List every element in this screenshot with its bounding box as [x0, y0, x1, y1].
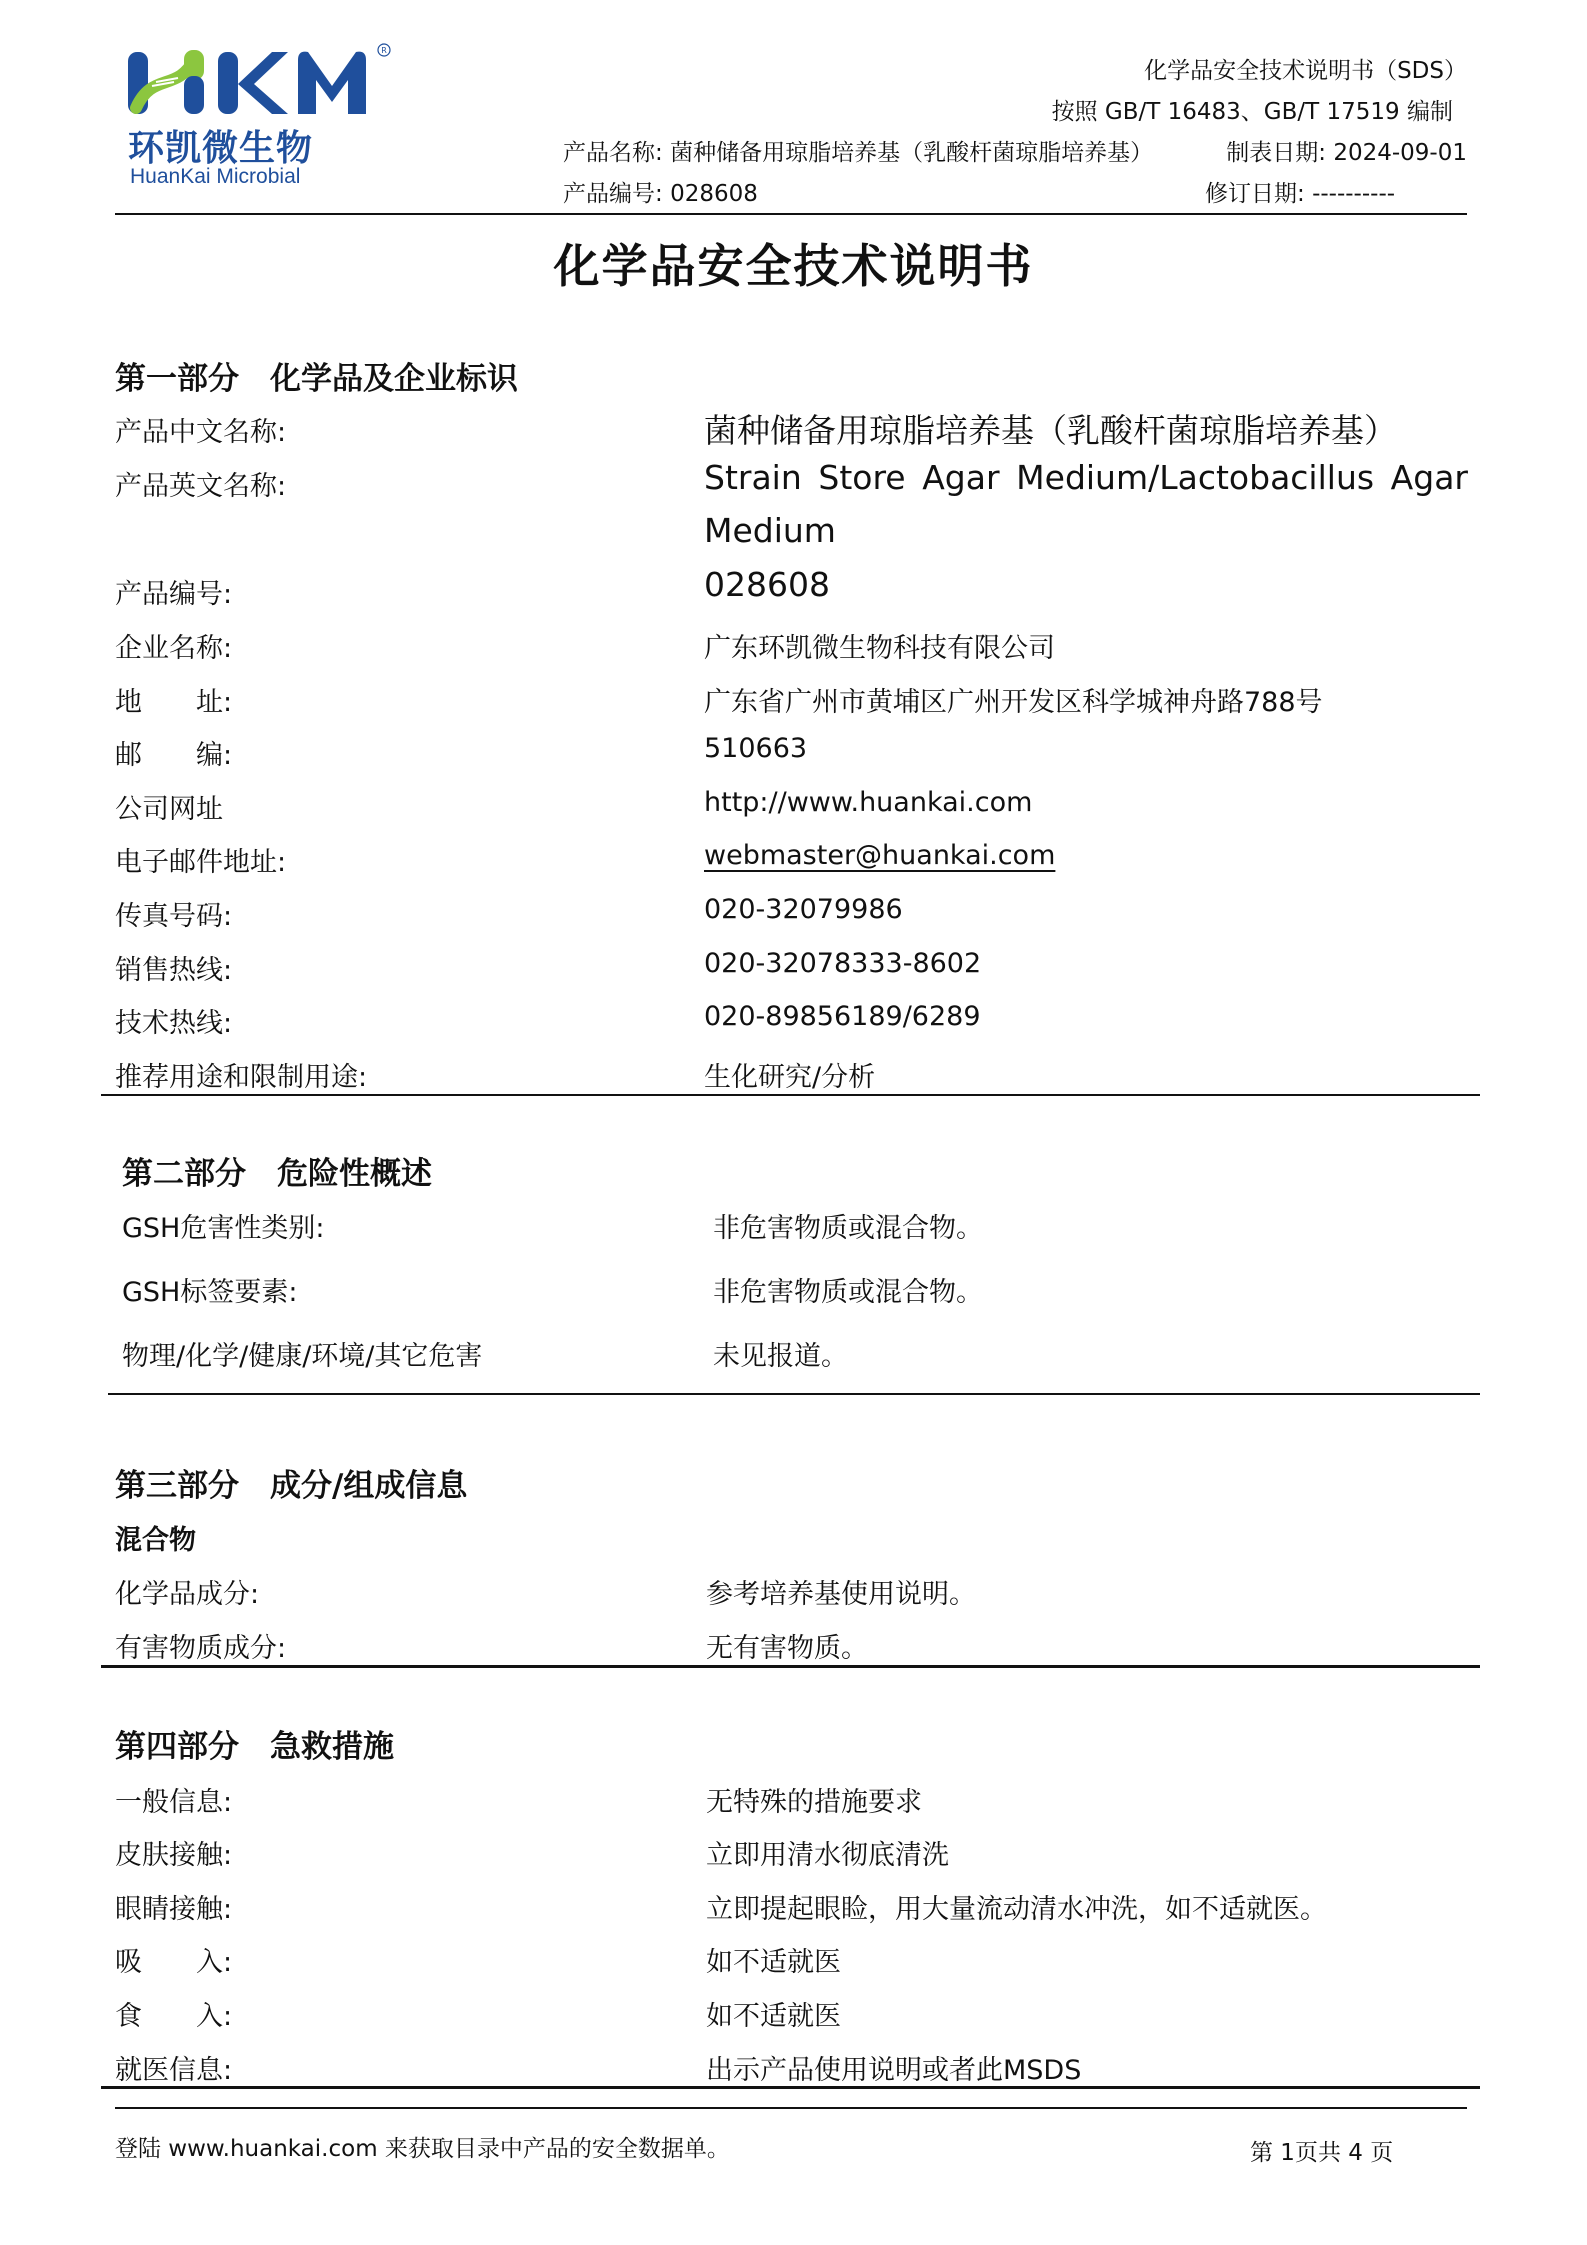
- s4-label-general: 一般信息:: [115, 1787, 233, 1818]
- section4-divider: [101, 2086, 1480, 2089]
- header-made-date: [1226, 134, 1467, 167]
- product-name-label: 产品名称:: [563, 140, 663, 166]
- section4-heading: 第四部分 急救措施: [115, 1729, 394, 1765]
- s1-label-sales-hotline: 销售热线:: [115, 955, 233, 986]
- s1-label-usage: 推荐用途和限制用途:: [115, 1062, 368, 1093]
- logo-name-cn: 环凯微生物: [128, 128, 314, 169]
- header-revision-date: [1205, 175, 1395, 208]
- s3-value-hazardous-components: 无有害物质。: [706, 1633, 868, 1664]
- s1-label-en-name: 产品英文名称:: [115, 471, 287, 502]
- doc-type-label: 化学品安全技术说明书（SDS）: [1144, 58, 1467, 84]
- s3-label-chem-components: 化学品成分:: [115, 1579, 260, 1610]
- s4-label-eye: 眼睛接触:: [115, 1894, 233, 1925]
- product-name-value: 菌种储备用琼脂培养基（乳酸杆菌琼脂培养基）: [670, 140, 1154, 166]
- revision-date-value: ----------: [1312, 181, 1396, 207]
- s1-label-website: 公司网址: [115, 794, 223, 825]
- s4-value-ingestion: 如不适就医: [706, 2001, 841, 2032]
- header-divider: [115, 213, 1467, 215]
- s1-value-sales-hotline: 020-32078333-8602: [704, 948, 982, 979]
- s2-label-gsh-label: GSH标签要素:: [122, 1277, 298, 1308]
- footer-note: 登陆 www.huankai.com 来获取目录中产品的安全数据单。: [115, 2136, 730, 2162]
- s1-label-address: 地 址:: [115, 687, 233, 718]
- made-date-value: 2024-09-01: [1333, 140, 1467, 166]
- s1-label-company: 企业名称:: [115, 633, 233, 664]
- s1-value-fax: 020-32079986: [704, 894, 903, 925]
- s4-value-inhalation: 如不适就医: [706, 1947, 841, 1978]
- company-logo: [122, 42, 402, 192]
- s3-label-hazardous-components: 有害物质成分:: [115, 1633, 287, 1664]
- s4-value-eye: 立即提起眼睑，用大量流动清水冲洗，如不适就医。: [706, 1894, 1327, 1925]
- s3-value-chem-components: 参考培养基使用说明。: [706, 1579, 976, 1610]
- svg-text:R: R: [381, 46, 387, 55]
- s2-value-other-hazards: 未见报道。: [713, 1341, 848, 1372]
- s1-label-postcode: 邮 编:: [115, 740, 233, 771]
- section2-heading: 第二部分 危险性概述: [122, 1156, 432, 1192]
- section3-divider: [101, 1665, 1480, 1668]
- header-product-name: [563, 134, 1153, 167]
- s4-label-skin: 皮肤接触:: [115, 1840, 233, 1871]
- standard-label: 按照 GB/T 16483、GB/T 17519 编制: [1051, 99, 1453, 125]
- header-product-code: [563, 175, 758, 208]
- s4-label-inhalation: 吸 入:: [115, 1947, 233, 1978]
- s2-label-gsh-category: GSH危害性类别:: [122, 1213, 325, 1244]
- s1-value-address: 广东省广州市黄埔区广州开发区科学城神舟路788号: [704, 687, 1323, 718]
- made-date-label: 制表日期:: [1226, 140, 1327, 166]
- s1-value-cn-name: 菌种储备用琼脂培养基（乳酸杆菌琼脂培养基）: [704, 411, 1397, 450]
- s1-value-en-name-line2: Medium: [704, 511, 836, 550]
- section3-heading: 第三部分 成分/组成信息: [115, 1468, 468, 1504]
- s1-value-usage: 生化研究/分析: [704, 1062, 876, 1093]
- footer-divider: [115, 2107, 1467, 2109]
- s4-value-medical: 出示产品使用说明或者此MSDS: [706, 2055, 1082, 2086]
- s1-value-en-name-line1: Strain Store Agar Medium/Lactobacillus Agar: [704, 458, 1468, 497]
- revision-date-label: 修订日期:: [1205, 181, 1305, 207]
- section3-subheading: 混合物: [115, 1525, 196, 1556]
- page-title: 化学品安全技术说明书: [553, 239, 1034, 293]
- product-code-value: 028608: [670, 181, 758, 207]
- hkm-logo-mark-icon: [122, 42, 402, 122]
- s1-label-email: 电子邮件地址:: [115, 847, 287, 878]
- s1-value-product-code: 028608: [704, 565, 830, 604]
- s4-value-general: 无特殊的措施要求: [706, 1787, 922, 1818]
- s2-value-gsh-category: 非危害物质或混合物。: [713, 1213, 983, 1244]
- product-code-label: 产品编号:: [563, 181, 663, 207]
- s1-value-company: 广东环凯微生物科技有限公司: [704, 633, 1055, 664]
- s4-value-skin: 立即用清水彻底清洗: [706, 1840, 949, 1871]
- s4-label-ingestion: 食 入:: [115, 2001, 233, 2032]
- s1-label-tech-hotline: 技术热线:: [115, 1008, 233, 1039]
- section2-divider: [108, 1393, 1480, 1395]
- s1-label-cn-name: 产品中文名称:: [115, 417, 287, 448]
- s2-label-other-hazards: 物理/化学/健康/环境/其它危害: [122, 1341, 483, 1372]
- section1-heading: 第一部分 化学品及企业标识: [115, 361, 518, 397]
- page-number: 第 1页共 4 页: [1250, 2140, 1394, 2166]
- s2-value-gsh-label: 非危害物质或混合物。: [713, 1277, 983, 1308]
- s1-label-product-code: 产品编号:: [115, 579, 233, 610]
- section1-divider: [101, 1094, 1480, 1096]
- s4-label-medical: 就医信息:: [115, 2055, 233, 2086]
- logo-name-en: HuanKai Microbial: [130, 165, 301, 188]
- s1-value-email-link[interactable]: webmaster@huankai.com: [704, 840, 1056, 871]
- s1-label-fax: 传真号码:: [115, 901, 233, 932]
- s1-value-website[interactable]: http://www.huankai.com: [704, 787, 1033, 818]
- s1-value-postcode: 510663: [704, 733, 808, 764]
- s1-value-tech-hotline: 020-89856189/6289: [704, 1001, 981, 1032]
